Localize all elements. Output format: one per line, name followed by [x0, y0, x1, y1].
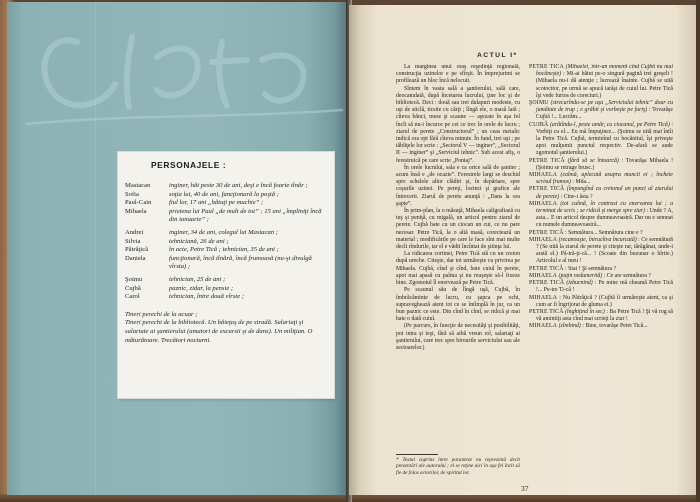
cast-row	[125, 255, 328, 272]
cast-row	[125, 208, 328, 225]
speaker-name: PETRE TICĂ	[529, 229, 564, 236]
character-name: Şoimu	[125, 275, 143, 283]
stage-direction: (înghiţind în sec)	[565, 308, 605, 315]
speaker-name: MIHAELA	[529, 272, 558, 279]
cast-extra-line: Tineri perechi de la acuar ;	[125, 310, 198, 318]
speaker-name: MIHAELA	[529, 172, 558, 179]
stage-direction-paragraph: La ridicarea cortinei, Petre Tică stă cu un creion după ureche. Citeşte, dar tot urmăreşte cu privirea pe Mihaela. Cujbă, cînd şi cînd, bate cuiul în perete, apoi mai apasă cu palma şi nu reuşeşte să-l fixeze bine. Zgomotul îl enervează pe Petre Tică.	[396, 251, 520, 287]
dialogue-entry	[529, 201, 673, 230]
dialogue-line: : Mda...	[572, 179, 591, 186]
dialogue-entry	[529, 280, 673, 294]
cast-extras	[125, 311, 328, 345]
character-name: Cujbă	[125, 284, 141, 292]
character-name: Carol	[125, 293, 140, 301]
speaker-name: MIHAELA	[529, 236, 558, 243]
left-page	[7, 2, 348, 495]
character-name: Mastacan	[125, 182, 151, 189]
stage-direction-paragraph: Sîntem în vasta sală a şantierului, sală care, deocamdată, după încetarea lucrului, ţine loc şi de bibliotecă. Deci : două sau trei dulapuri modeste, cu uşi de sticlă, ticsite cu cărţi ; lîngă ele, o masă lată ; cîteva bănci, mese şi scaune — aşezate în aşa fel încît să nu-i încurce pe cei ce trec în orele de lucru ; ziarul de perete „Constructorul” ; un ceas metalic indică ora opt fără cîteva minute. În fund, trei uşi ; pe tăbliţele lor scrie : „Sectorul V — inginer”, „Sectorul II — inginer” şi „Serviciul tehnic”. Sub acest afiş, o ferestruică pe care scrie „Pontaj”.	[396, 85, 520, 164]
stage-direction: (împungînd cu creionul un punct al ziarului de perete)	[536, 186, 673, 200]
stage-direction: (zîmbind)	[558, 323, 581, 330]
dialogue-entry	[529, 100, 673, 122]
speaker-name: PETRE TICĂ	[529, 308, 564, 315]
stage-direction-paragraph: În orele lucrului, sala e ca orice sală de şantier ; acum însă e „de ocazie”. Ferestrele largi se deschid spre schelele altor clădiri şi, în depărtare, spre coşurile uzinei. Pe pereţi, lozinci şi grafice ale întrecerii. Ziarul de perete anunţă : „Dans la ora şapte”.	[396, 164, 520, 207]
cast-extra-line: Tineri perechi de la bibliotecă. Un băieţaş de pe stradă. Salariaţi şi salariate ai şantierului (amatori de excursii şi de dans). Un miliţian. O măturătoare. Trecători nocturni.	[125, 319, 313, 344]
dialogue-column	[529, 64, 673, 476]
act-title: ACTUL I*	[477, 52, 518, 59]
character-name: Sofia	[125, 190, 139, 198]
speaker-name: PETRE TICĂ	[529, 64, 564, 70]
stage-direction: (calmă, aplecată asupra muncii ei ; încheie scrisul frumos)	[536, 172, 673, 186]
character-description: inginer, 34 de ani, colegul lui Mastacan ;	[169, 228, 278, 236]
dialogue-entry	[529, 64, 673, 100]
character-name: Pătrăţică	[125, 246, 149, 254]
dialogue-line: : Vorbiţi cu el... Eu mă împuţinez... (Şoimu se uită mai întîi la Petre Tică. Cujbă, terminînd cu bocănitul, îşi priveşte apoi mulţumit punctul respectiv. De-afară se aude zgomotul şantierului.)	[536, 121, 673, 157]
character-name: Daniela	[125, 254, 146, 262]
cast-row	[125, 229, 328, 238]
dialogue-line: : Pe mine mă cheamă Petre Tică !... Pe-tre Ti-că !	[536, 280, 673, 294]
dialogue-entry	[529, 295, 673, 309]
page-crease	[95, 2, 96, 495]
dialogue-line: : Tovarăşe Cujbă !... Lucrăm...	[536, 107, 673, 121]
speaker-name: MIHAELA	[529, 323, 558, 330]
cast-row	[125, 238, 328, 247]
stage-direction: (puţin nedumerită)	[558, 272, 603, 279]
dialogue-line: : Cine-i ăsta ?	[560, 193, 593, 200]
stage-direction: (arătîndu-l, peste umăr, cu ciocanul, pe Petre Tică)	[550, 121, 670, 128]
stage-direction: (fără să se întoarcă)	[567, 157, 619, 164]
character-description: inginer, hăt peste 30 de ani, deşi e încă foarte tînăr ;	[169, 182, 308, 189]
stage-direction-paragraph: În prim-plan, la o măsuţă, Mihaela caligrafiază cu tuş şi peniţă, cu migală, un articol pentru ziarul de perete. Cujbă bate cu un ciocan un cui, ce nu pare necesar. Petre Tică, la o altă masă, corectează un material ; modificările pe care le face sînt mai multe decît rîndurile, iar el e vădit încîntat de ştiinţa lui.	[396, 208, 520, 251]
dialogue-line: : Nu Pătrăţică ? (Cujbă îi urmăreşte atent, ca şi cum ar fi îngrijorat de gluma ei.)	[536, 294, 673, 308]
character-description: tehniciană, 26 de ani ;	[169, 237, 229, 245]
stage-direction-paragraph: (Pe parcurs, în funcţie de necesităţi şi posibilităţi, pot intra şi ieşi, fără să aibă vreun rol, salariaţi ai şantierului, care trec spre birourile serviciului sau ale sectoarelor.)	[396, 323, 520, 351]
stage-direction: (recunoaşte, întrucîtva încurcată)	[558, 236, 637, 243]
cast-row	[125, 285, 328, 294]
right-page	[349, 5, 696, 495]
dialogue-line: : Mi-ai bătut pe-o singură pagină trei greşeli ! (Mihaela nu-i dă atenţie ; lucrează înainte. Cujbă se uită scotocitor, pe urmă se apucă iarăşi de cuiul lui. Petre Tică îşi vede furios de corecturi.)	[536, 71, 673, 99]
speaker-name: PETRE TICĂ	[529, 186, 565, 193]
cast-row	[125, 293, 328, 302]
character-name: Silvia	[125, 237, 141, 245]
dialogue-entry	[529, 273, 673, 280]
stage-direction-paragraph: La marginea unui oraş reşedinţă regională, construcţia uzinelor e pe sfîrşit. În împrejurimi se profilează un bloc încă nelocuit.	[396, 64, 520, 85]
cast-heading: PERSONAJELE :	[151, 160, 227, 170]
footnote-rule	[396, 454, 438, 455]
cast-row	[125, 191, 328, 200]
dialogue-line: : Bine, tovarăşe Petre Tică...	[582, 323, 648, 330]
character-description: paznic, zidar, la pensie ;	[169, 284, 234, 292]
character-name: Paul-Cain	[125, 199, 152, 207]
dialogue-line: : Ba Petre Tică ! Şi vă rog să vă amintiţi asta cînd mai scrieţi la ziar !	[536, 308, 673, 323]
speaker-name: PETRE TICĂ	[529, 265, 564, 272]
page-number: 37	[521, 484, 529, 493]
dialogue-entry	[529, 122, 673, 158]
dialogue-entry	[529, 309, 673, 323]
character-name: Mihaela	[125, 207, 147, 215]
dialogue-line: : Unde ? A, asta... E un articol despre dumneavoastră. Dar nu e semnat cu numele dumneavoastră...	[536, 208, 673, 229]
faded-title-ornament	[7, 2, 348, 152]
cast-row	[125, 276, 328, 285]
dialogue-entry	[529, 172, 673, 186]
stage-direction: (tot calmă, în contrast cu enervarea lui ; a terminat de scris ; se ridică şi merge spre ziar)	[536, 200, 673, 215]
book-cover-right-edge	[696, 0, 700, 502]
dialogue-line: : Tovarăşa Mihaela ! (Şoimu se retrage brusc.)	[536, 157, 673, 171]
speaker-name: ŞOIMU	[529, 100, 549, 107]
footnote: * Textul cuprins între paranteze nu reprezintă decît prezentări ale autorului ; el se reţine aici în aşa fel încît să fie de folos actorilor, de spiritul lor.	[396, 457, 520, 476]
character-name: Andrei	[125, 228, 144, 236]
dialogue-line: : Ce semnătură ? (Se uită la ziarul de perete şi citeşte rar, tărăgănat, unde-i arată el.) Pă-tră-ţi-că... ! (Scoate din buzunar o hîrtie.) Articolul e al meu !	[536, 236, 673, 265]
character-description: soţia lui, 40 de ani, funcţionară la poştă ;	[169, 190, 279, 198]
character-description: tehnician, 25 de ani ;	[169, 275, 226, 283]
dialogue-entry	[529, 237, 673, 266]
stage-direction: (Mihaelei, într-un moment cînd Cujbă nu mai bocăneşte)	[536, 64, 673, 78]
cast-list	[125, 182, 328, 345]
dialogue-line: : Ce are semnătura ?	[603, 272, 652, 279]
stage-direction: (izbucnind)	[566, 280, 593, 287]
dialogue-entry	[529, 266, 673, 273]
character-description: în acte, Petre Tică ; tehnician, 35 de ani ;	[169, 246, 279, 254]
character-description: tehnician, între două vîrste ;	[169, 293, 245, 301]
speaker-name: CUJBĂ	[529, 121, 549, 128]
dialogue-line: : Stai ! Şi semnătura ?	[565, 265, 617, 272]
dialogue-line: : Semnătura... Semnătura cine e ?	[565, 229, 643, 236]
character-description: fiul lor, 17 ani „bătuţi pe muchie” ;	[169, 199, 264, 207]
cast-row	[125, 246, 328, 255]
speaker-name: PETRE TICĂ	[529, 280, 565, 287]
character-description: prietena lui Paul „de mult de tot” ; 15 ani „împliniţi încă din ianuarie” ;	[169, 207, 322, 224]
stage-direction: (strecurîndu-se pe uşa „Serviciului tehnic” doar cu jumătate de trup ; e grăbit şi vorbeşte pe furiş)	[536, 100, 673, 114]
dialogue-entry	[529, 158, 673, 172]
cast-list-box	[118, 152, 334, 398]
dialogue-entry	[529, 323, 673, 330]
dialogue-entry	[529, 230, 673, 237]
speaker-name: MIHAELA	[529, 200, 558, 207]
speaker-name: PETRE TICĂ	[529, 157, 565, 164]
cast-row	[125, 182, 328, 191]
character-description: funcţionară, încă tînără, încă frumoasă (nu-şi divulgă vîrsta) ;	[169, 254, 312, 271]
speaker-name: MIHAELA	[529, 294, 558, 301]
cast-row	[125, 199, 328, 208]
stage-direction-paragraph: Pe scaunul său de lîngă uşă, Cujbă, în îmbrăcăminte de lucru, cu şapca pe ochi, supraveghează atent tot ce se întîmplă în jur, ca un bun paznic ce este. Din cînd în cînd, se ridică şi mai bate o dată cuiul.	[396, 287, 520, 323]
dialogue-entry	[529, 186, 673, 200]
stage-directions-column	[396, 64, 520, 450]
